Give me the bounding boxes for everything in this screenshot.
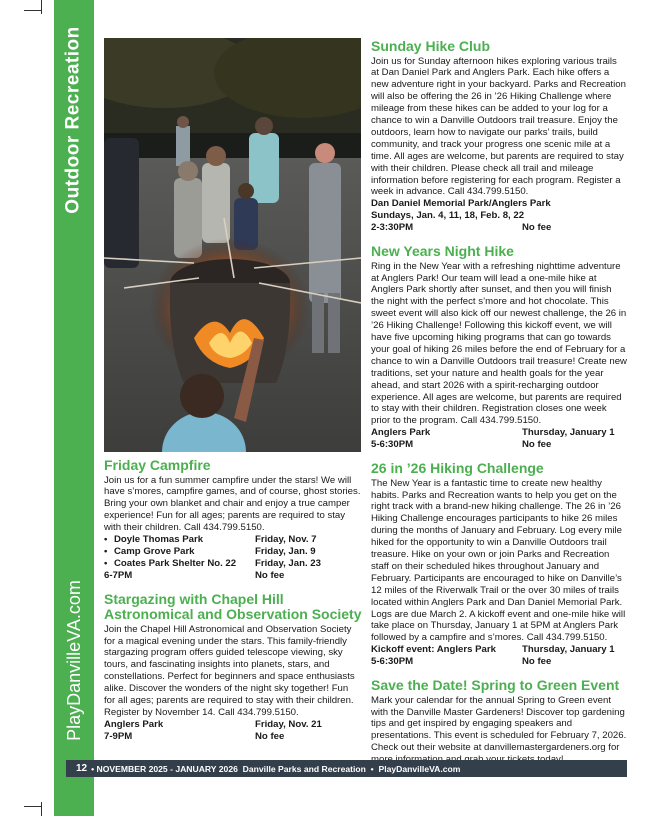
hiking-challenge-location-date — [371, 644, 627, 656]
stargazing-fee: No fee — [255, 730, 285, 742]
stargazing-time-fee — [104, 731, 362, 743]
page-footer — [66, 760, 627, 777]
hiking-challenge-location: Kickoff event: Anglers Park — [371, 644, 496, 656]
campfire-photo-illustration — [104, 38, 361, 452]
person-teal-head — [255, 117, 273, 135]
session-location: • Doyle Thomas Park — [104, 534, 255, 546]
page-number: 12 — [76, 763, 88, 774]
sunday-hike-time: 2-3:30PM — [371, 222, 414, 234]
child-blue-head — [238, 183, 254, 199]
new-years-hike-body: Ring in the New Year with a refreshing nighttime adventure at Anglers Park! Our team will lead a one-mile hike at Anglers Park shortly after sunset, and then you will finish the night with the perfect s’more and hot chocolate. This sweet event will also kick off our newest challenge, the 26 in ’26 Hiking Challenge! Following this kickoff event, we will have five upcoming hiking programs that can go towards your goal of hiking 26 miles before the end of February for a chance to win a Danville Outdoors trail treasure! Create new traditions, set your nature and health goals for the year ahead, and start 2026 with a spirit-recharging outdoor experience. All ages are welcome, but parents are required to stay with their children. Registration closes one week prior to the program. Call 434.799.5150. — [371, 260, 627, 427]
stargazing-time: 7-9PM — [104, 730, 133, 742]
sunday-hike-location: Dan Daniel Memorial Park/Anglers Park — [371, 198, 551, 210]
session-location: • Camp Grove Park — [104, 546, 255, 558]
hiking-challenge-time: 5-6:30PM — [371, 656, 414, 668]
stargazing-body: Join the Chapel Hill Astronomical and Observation Society for a magical evening under the stars. This family-friendly stargazing program offers guided telescope viewing, sky tours, and fascinating insights into planets, stars, and constellations. Perfect for beginners and space enthusiasts alike. Discover the wonders of the night sky together! Fun for all ages; parents are required to stay with their children. Register by November 14. Call 434.799.5150. — [104, 623, 355, 718]
person-standing-right — [309, 163, 341, 303]
sunday-hike-title: Sunday Hike Club — [371, 38, 491, 54]
friday-campfire-section — [104, 458, 362, 582]
stargazing-title: Stargazing with Chapel Hill Astronomical and Observation Society — [104, 590, 362, 623]
stargazing-section — [104, 592, 362, 743]
campfire-session — [104, 558, 362, 570]
new-years-location-date — [371, 427, 627, 439]
campfire-fee: No fee — [255, 569, 285, 581]
new-years-date: Thursday, January 1 — [522, 427, 615, 439]
right-column — [371, 39, 627, 776]
new-years-time: 5-6:30PM — [371, 439, 414, 451]
person-background-1-head — [177, 116, 189, 128]
crop-mark-bottom — [24, 806, 42, 807]
stargazing-date: Friday, Nov. 21 — [255, 718, 322, 730]
hiking-challenge-body: The New Year is a fantastic time to create new healthy habits. Parks and Recreation wants to help you get on the right track with a brand-new hiking challenge. The 26 in ’26 Hiking Challenge encourages participants to hike 26 miles during the months of January and February. Log every mile hiked for the opportunity to win a Danville Outdoors trail treasure. Hike on your own or join Parks and Recreation staff on their scheduled hikes throughout January and February. Participants are encouraged to hike on Danville’s 12 miles of the Riverwalk Trail or the over 30 miles of trails located within Anglers Park and Dan Daniel Memorial Park. Logs are due March 2. A kickoff event and one-mile hike will take place on Thursday, January 1 at 5PM at Anglers Park followed by a campfire and s’mores. Call 434.799.5150. — [371, 477, 626, 644]
session-date: Friday, Jan. 9 — [255, 545, 316, 557]
person-grey-head — [206, 146, 226, 166]
spring-green-section — [371, 678, 627, 766]
session-date: Friday, Nov. 7 — [255, 534, 317, 546]
crop-mark-bottom-vertical — [41, 802, 42, 816]
sidebar — [54, 0, 94, 816]
stargazing-location-date — [104, 719, 362, 731]
friday-campfire-title: Friday Campfire — [104, 457, 211, 473]
footer-text: • NOVEMBER 2025 - JANUARY 2026 Danville Parks and Recreation • PlayDanvilleVA.com — [91, 763, 461, 774]
spring-green-body: Mark your calendar for the annual Spring to Green event with the Danville Master Gardeners! Discover top gardening tips and get inspired by engaging speakers and presentations. This event is scheduled for February 7, 2026. Check out their website at danvillemastergardeners.org for — [371, 694, 627, 754]
sunday-hike-fee: No fee — [522, 222, 552, 234]
new-years-hike-title: New Years Night Hike — [371, 243, 514, 260]
session-date: Friday, Jan. 23 — [255, 557, 321, 569]
hiking-challenge-title: 26 in ’26 Hiking Challenge — [371, 460, 544, 477]
crop-mark-top — [24, 10, 42, 11]
website-label: PlayDanvilleVA.com — [63, 579, 84, 741]
sunday-hike-section — [371, 39, 627, 234]
left-column — [104, 458, 362, 753]
sidebar-website-wrap — [54, 560, 94, 760]
session-location: • Coates Park Shelter No. 22 — [104, 558, 255, 570]
new-years-fee: No fee — [522, 439, 552, 451]
hiking-challenge-fee: No fee — [522, 656, 552, 668]
person-left-edge — [104, 138, 139, 268]
sunday-hike-body: Join us for Sunday afternoon hikes exploring various trails at Dan Daniel Park and Anglers Park. Each hike offers a new adventure right in your backyard. Parks and Recreation will also be offering the 26 in ’26 Hiking Challenge where mileage from these hikes can be added to your log for a chance to win a Danville Outdoors trail treasure. Enjoy the outdoors, learn how to navigate our parks’ trails, build community, and track your progress one scenic mile at a time. All ages are welcome, but parents are required to stay with their children. Please check all trail and mileage information before registering for each program. Register a week in advance. Call 434.799.5150. — [371, 55, 626, 198]
stargazing-location: Anglers Park — [104, 718, 164, 730]
person-background-1 — [176, 126, 190, 166]
sunday-hike-dates: Sundays, Jan. 4, 11, 18, Feb. 8, 22 — [371, 210, 525, 222]
crop-mark-top-vertical — [41, 0, 42, 14]
spring-green-title: Save the Date! Spring to Green Event — [371, 677, 620, 694]
campfire-session — [104, 534, 362, 546]
sunday-hike-time-fee — [371, 222, 627, 234]
new-years-location: Anglers Park — [371, 427, 431, 439]
campfire-time-fee — [104, 570, 362, 582]
campfire-session — [104, 546, 362, 558]
person-grey-head-2 — [178, 161, 198, 181]
hiking-challenge-time-fee — [371, 656, 627, 668]
hiking-challenge-section — [371, 461, 627, 668]
child-foreground-head — [180, 374, 224, 418]
hiking-challenge-date: Thursday, January 1 — [522, 644, 615, 656]
campfire-time: 6-7PM — [104, 569, 133, 581]
person-right-leg-2 — [328, 293, 340, 353]
person-right-head — [315, 143, 335, 163]
sidebar-title-wrap — [54, 20, 94, 220]
campfire-photo — [104, 38, 361, 452]
section-title: Outdoor Recreation — [63, 26, 84, 214]
friday-campfire-body: Join us for a fun summer campfire under the stars! We will have s’mores, campfire games, and of course, ghost stories. Bring your own blanket and chair and enjoy a true camper experience! Fun for all ages; parents are required to stay with their children. Call 434.799.5150. — [104, 474, 361, 534]
new-years-hike-section — [371, 244, 627, 451]
person-right-leg-1 — [312, 293, 324, 353]
new-years-time-fee — [371, 439, 627, 451]
